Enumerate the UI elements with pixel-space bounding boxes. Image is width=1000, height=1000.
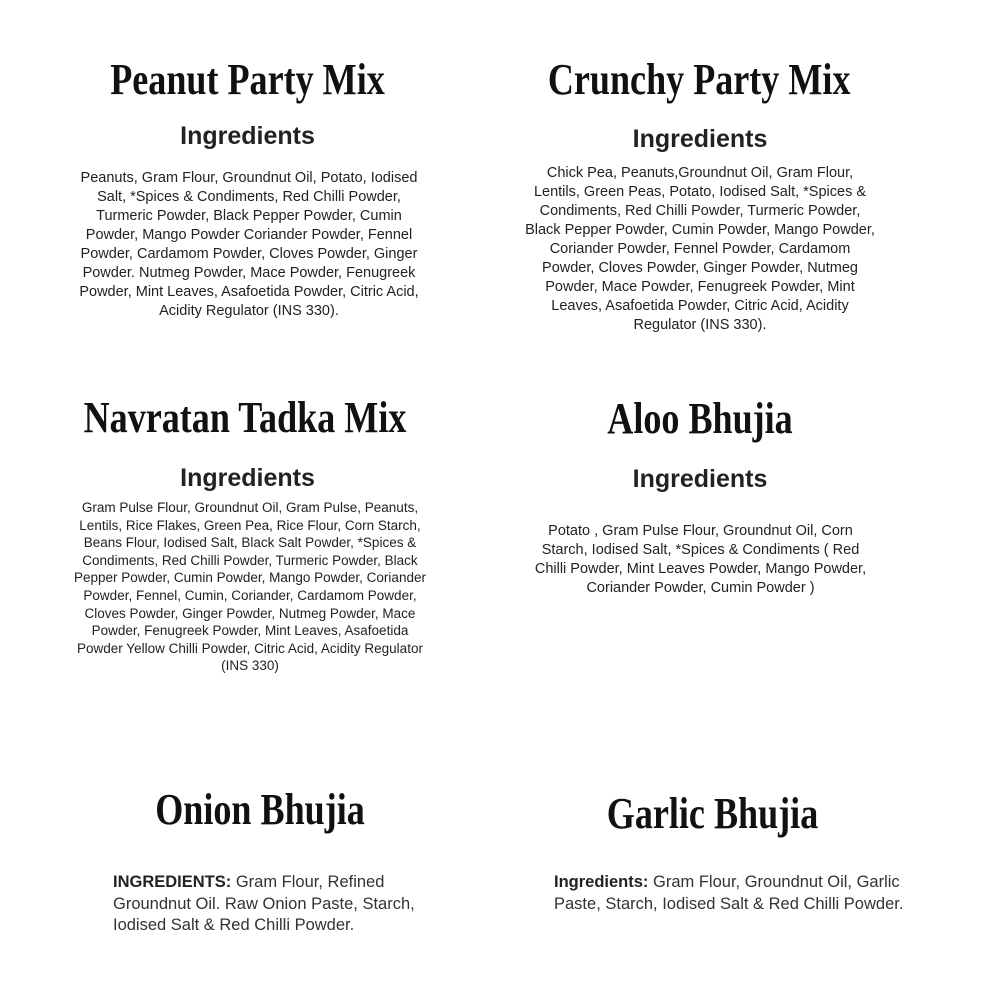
ingredients-heading: Ingredients <box>632 125 768 153</box>
ingredients-label: Ingredients: <box>554 873 649 891</box>
ingredients-value: Gram Flour, Groundnut Oil, Garlic Paste, Starch, Iodised Salt & Red Chilli Powder. <box>554 873 904 913</box>
section-title: Onion Bhujia <box>155 785 365 834</box>
ingredients-text <box>113 872 443 937</box>
ingredients-heading: Ingredients <box>180 464 315 492</box>
ingredients-text: Gram Pulse Flour, Groundnut Oil, Gram Pulse, Peanuts, Lentils, Rice Flakes, Green Pea, Rice Flour, Corn Starch, Beans Flour, Iodised Salt, Black Salt Powder, *Spices & Condiments, Red Chilli Powder, Turmeric Powder, Black Pepper Powder, Cumin Powder, Mango Powder, Coriander Powder, Fennel, Cumin, Coriander, Cardamom Powder, Cloves Powder, Ginger Powder, Nutmeg Powder, Mace Powder, Fenugreek Powder, Mint Leaves, Asafoetida Powder Yellow Chilli Powder, Citric Acid, Acidity Regulator (INS 330) <box>74 500 426 674</box>
ingredients-heading: Ingredients <box>632 465 768 493</box>
ingredients-text: Potato , Gram Pulse Flour, Groundnut Oil, Corn Starch, Iodised Salt, *Spices & Condiments ( Red Chilli Powder, Mint Leaves Powder, Mango Powder, Coriander Powder, Cumin Powder ) <box>534 523 867 596</box>
ingredients-text <box>554 872 929 915</box>
section-title: Peanut Party Mix <box>110 55 385 104</box>
ingredients-value: Gram Flour, Refined Groundnut Oil. Raw Onion Paste, Starch, Iodised Salt & Red Chilli Powder. <box>113 873 415 934</box>
ingredients-text: Peanuts, Gram Flour, Groundnut Oil, Potato, Iodised Salt, *Spices & Condiments, Red Chilli Powder, Turmeric Powder, Black Pepper Powder, Cumin Powder, Mango Powder Coriander Powder, Fennel Powder, Cardamom Powder, Cloves Powder, Ginger Powder. Nutmeg Powder, Mace Powder, Fenugreek Powder, Mint Leaves, Asafoetida Powder, Citric Acid, Acidity Regulator (INS 330). <box>79 170 419 319</box>
ingredients-heading: Ingredients <box>180 122 315 150</box>
section-title: Navratan Tadka Mix <box>83 393 407 442</box>
section-title: Aloo Bhujia <box>607 394 793 443</box>
section-title: Crunchy Party Mix <box>547 55 851 104</box>
ingredients-text: Chick Pea, Peanuts,Groundnut Oil, Gram Flour, Lentils, Green Peas, Potato, Iodised Salt, *Spices & Condiments, Red Chilli Powder, Turmeric Powder, Black Pepper Powder, Cumin Powder, Mango Powder, Coriander Powder, Fennel Powder, Cardamom Powder, Cloves Powder, Ginger Powder, Nutmeg Powder, Mace Powder, Fenugreek Powder, Mint Leaves, Asafoetida Powder, Citric Acid, Acidity Regulator (INS 330). <box>525 165 875 333</box>
section-title: Garlic Bhujia <box>606 789 819 838</box>
ingredients-label: INGREDIENTS: <box>113 873 232 891</box>
